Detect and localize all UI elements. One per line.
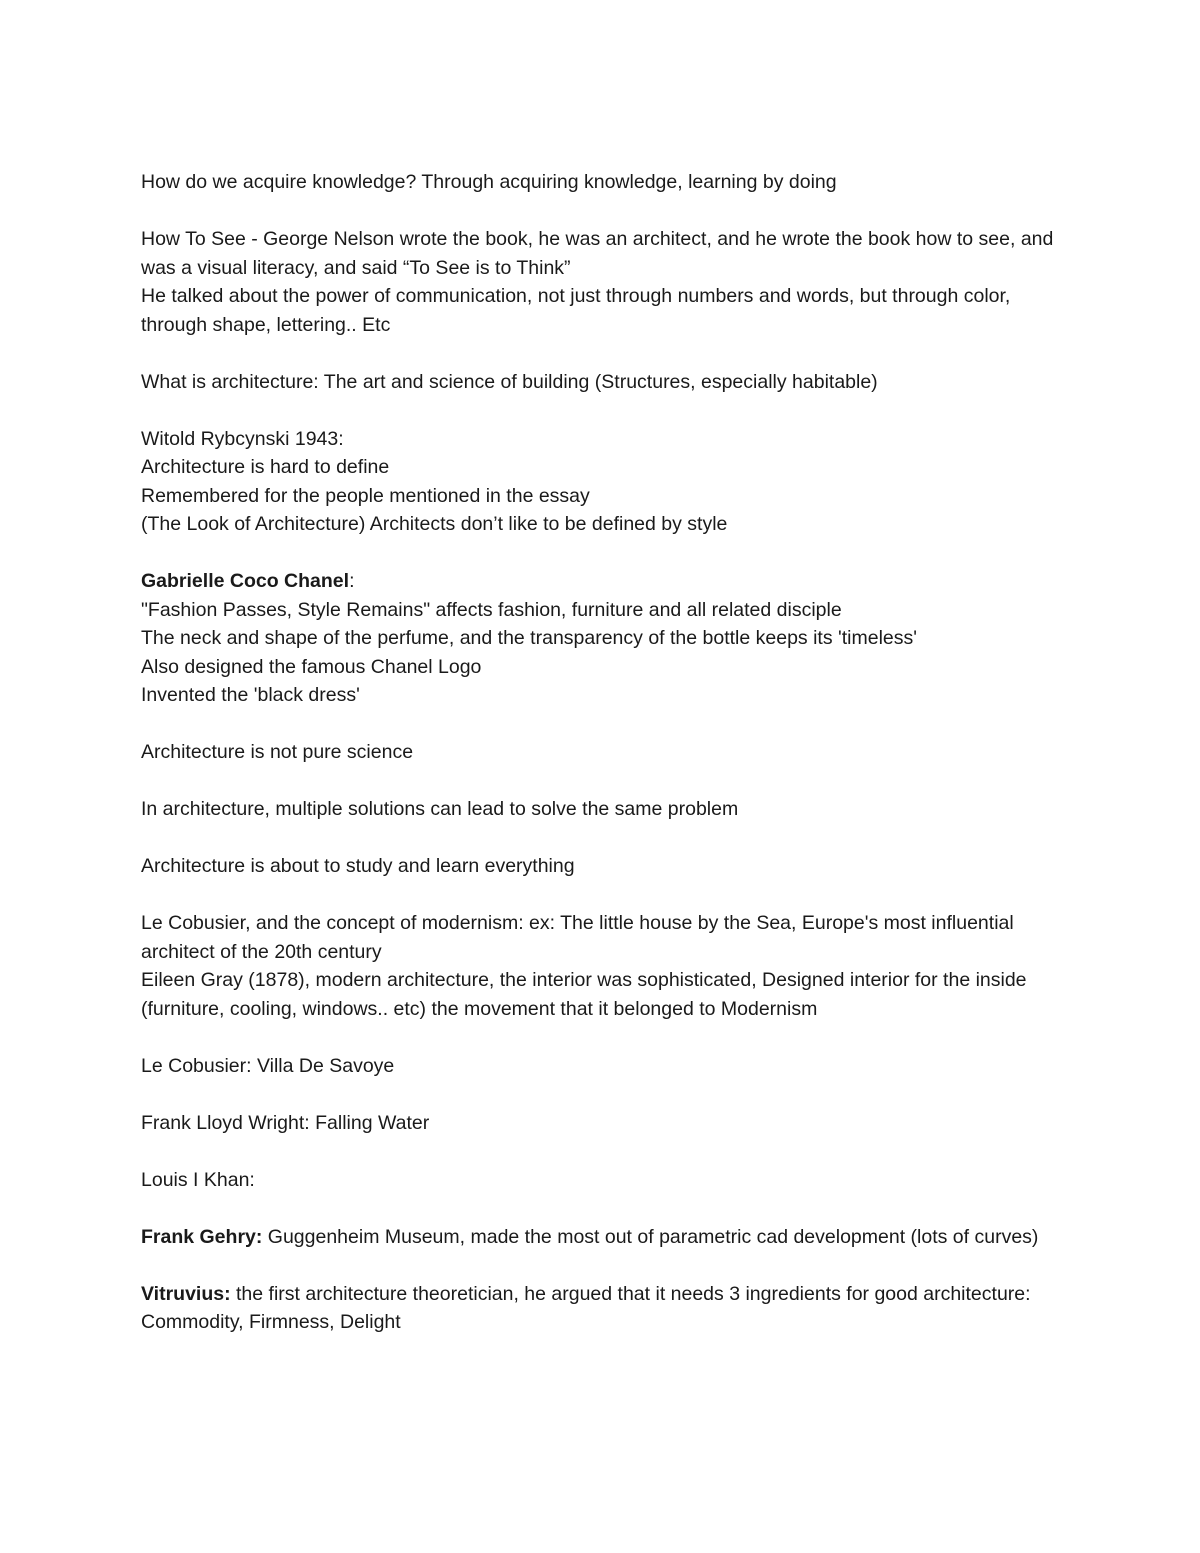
text-line: How To See - George Nelson wrote the book, he was an architect, and he wrote the book how to see, and was a visual literacy, and said “To See is to Think”: [141, 228, 1054, 279]
text-line: What is architecture: The art and science of building (Structures, especially habitable): [141, 370, 878, 393]
text-line: Architecture is not pure science: [141, 741, 414, 763]
paragraph-modernism: [141, 909, 1071, 1023]
paragraph-multiple-solutions: [141, 795, 1071, 824]
text-line: Le Cobusier, and the concept of modernism: ex: The little house by the Sea, Europe's most influential architect of the 20th century: [141, 912, 1014, 963]
paragraph-how-to-see: [141, 225, 1071, 339]
chanel-heading: Gabrielle Coco Chanel: [141, 570, 350, 592]
gehry-text: Guggenheim Museum, made the most out of parametric cad development (lots of curves): [262, 1225, 1039, 1248]
text-line: Frank Lloyd Wright: Falling Water: [141, 1111, 430, 1134]
text-line: The neck and shape of the perfume, and the transparency of the bottle keeps its 'timeless': [141, 627, 917, 649]
vitruvius-lead: Vitruvius:: [141, 1282, 231, 1305]
text-line: Remembered for the people mentioned in the essay: [141, 484, 590, 507]
text-line: In architecture, multiple solutions can lead to solve the same problem: [141, 798, 739, 820]
paragraph-not-pure-science: [141, 738, 1071, 767]
paragraph-villa-savoye: [141, 1052, 1071, 1081]
text-line: Louis I Khan:: [141, 1168, 255, 1191]
text-line: (The Look of Architecture) Architects don’t like to be defined by style: [141, 513, 728, 535]
paragraph-frank-gehry: [141, 1223, 1071, 1252]
chanel-heading-line: [141, 567, 1071, 596]
text-line: "Fashion Passes, Style Remains" affects fashion, furniture and all related disciple: [141, 598, 842, 621]
text-line: Le Cobusier: Villa De Savoye: [141, 1054, 395, 1077]
text-line: Architecture is hard to define: [141, 456, 390, 478]
paragraph-vitruvius: [141, 1280, 1071, 1337]
text-line: Eileen Gray (1878), modern architecture, the interior was sophisticated, Designed interior for the inside (furniture, cooling, windows.. etc) the movement that it belonged to Modernism: [141, 969, 1027, 1020]
paragraph-louis-khan: [141, 1166, 1071, 1195]
paragraph-falling-water: [141, 1109, 1071, 1138]
text-line: Invented the 'black dress': [141, 684, 360, 706]
document-page: [141, 168, 1071, 1365]
text-line: Also designed the famous Chanel Logo: [141, 655, 482, 678]
paragraph-study-everything: [141, 852, 1071, 881]
paragraph-chanel: [141, 567, 1071, 710]
text-line: He talked about the power of communication, not just through numbers and words, but through color, through shape, lettering.. Etc: [141, 285, 1011, 336]
text-line: Witold Rybcynski 1943:: [141, 427, 344, 450]
paragraph-rybcynski: [141, 425, 1071, 539]
gehry-lead: Frank Gehry:: [141, 1225, 263, 1248]
paragraph-what-is-architecture: [141, 368, 1071, 397]
paragraph-knowledge: [141, 168, 1071, 197]
text-line: Architecture is about to study and learn everything: [141, 855, 575, 877]
chanel-heading-suffix: :: [349, 570, 355, 592]
vitruvius-text: the first architecture theoretician, he argued that it needs 3 ingredients for good architecture: Commodity, Firmness, Delight: [141, 1282, 1031, 1333]
text-line: How do we acquire knowledge? Through acquiring knowledge, learning by doing: [141, 171, 837, 193]
